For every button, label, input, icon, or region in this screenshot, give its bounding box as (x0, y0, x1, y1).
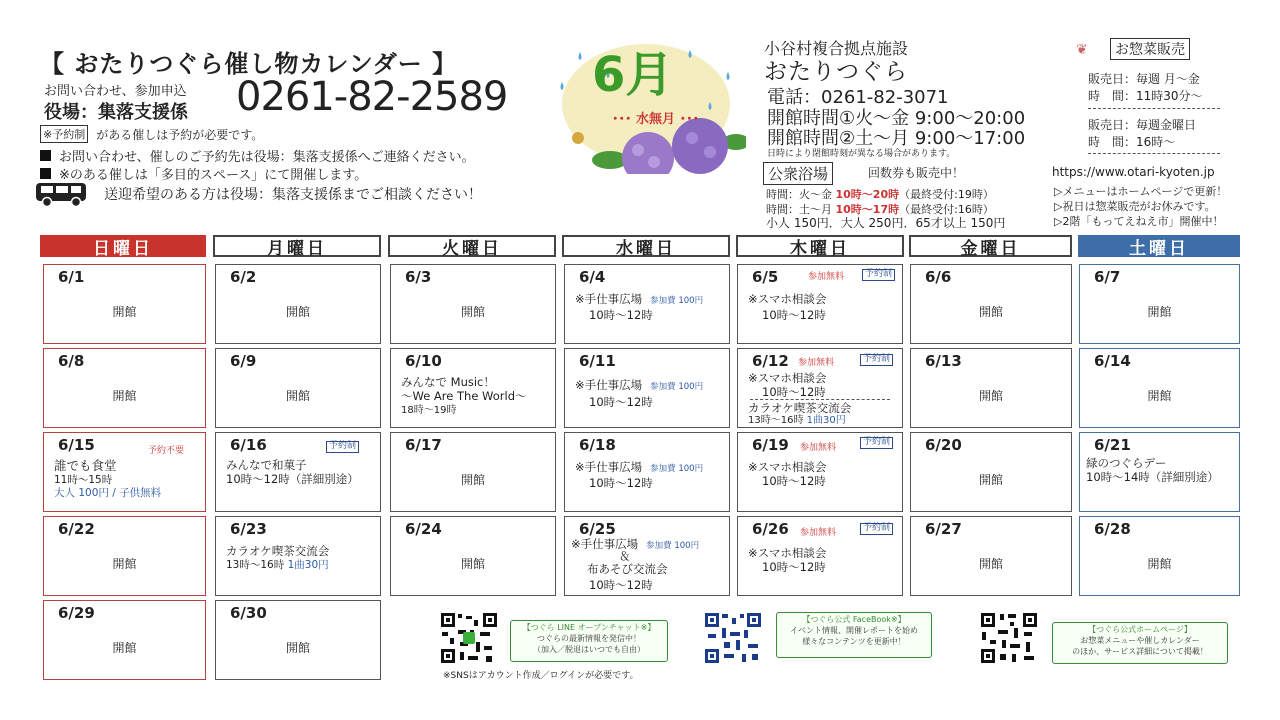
weekday-thursday: 木曜日 (736, 235, 904, 257)
open-label: 開館 (112, 305, 137, 319)
divider (750, 399, 890, 400)
event-name: ※スマホ相談会 (748, 546, 827, 560)
free-label: 参加無料 (800, 443, 837, 453)
day-date: 6/15 (58, 436, 95, 454)
event-time: 10時～12時 (589, 395, 653, 409)
day-cell (737, 264, 903, 344)
event-subtitle: ～We Are The World～ (401, 389, 527, 403)
open-label: 開館 (460, 557, 485, 571)
event-name: 緑のつぐらデー (1086, 456, 1167, 470)
deli-time-2: 時 間：16時～ (1088, 135, 1176, 149)
event-time (748, 415, 846, 427)
day-date: 6/7 (1094, 268, 1121, 286)
day-date: 6/18 (579, 436, 616, 454)
line-banner-text: （加入／脱退はいつでも自由） (533, 644, 645, 654)
info-holiday: ▷祝日は惣菜販売がお休みです。 (1054, 200, 1216, 213)
transport-note (34, 180, 482, 208)
homepage-qr-code[interactable] (980, 612, 1038, 664)
office-name: 役場：集落支援係 (44, 102, 188, 123)
facility-type: 小谷村複合拠点施設 (764, 39, 909, 58)
bath-tag: 公衆浴場 (763, 162, 833, 185)
weekday-wednesday: 水曜日 (562, 235, 730, 257)
event-time: 10時～12時（詳細別途） (226, 472, 359, 486)
day-cell (910, 516, 1072, 596)
bath-ticket: 回数券も販売中！ (868, 166, 965, 180)
event-name: ※スマホ相談会 (748, 371, 827, 385)
homepage-banner-title: 【つぐら公式ホームページ】 (1088, 625, 1192, 634)
day-date: 6/14 (1094, 352, 1131, 370)
reservation-note (40, 125, 263, 143)
event-time: 18時～19時 (401, 405, 457, 416)
bath-hours-time: 10時～17時 (835, 203, 900, 216)
open-label: 開館 (978, 389, 1003, 403)
day-cell (215, 516, 381, 596)
day-cell (737, 348, 903, 428)
day-cell (910, 264, 1072, 344)
open-label: 開館 (978, 557, 1003, 571)
note-contact (40, 146, 475, 165)
day-cell (910, 432, 1072, 512)
facebook-banner-text: 様々なコンテンツを更新中！ (802, 636, 906, 646)
bath-price: 小人 150円．大人 250円．65才以上 150円 (766, 216, 1006, 230)
event-name: カラオケ喫茶交流会 (748, 401, 852, 415)
bath-last-entry: （最終受付:16時） (899, 203, 994, 216)
bath-hours-label: 時間：土～月 (766, 203, 836, 216)
open-label: 開館 (112, 641, 137, 655)
reservation-badge: 予約制 (860, 437, 893, 449)
event-name: ※手仕事広場 (575, 378, 643, 392)
event-time: 10時～12時 (762, 560, 826, 574)
weekday-saturday: 土曜日 (1078, 235, 1240, 257)
hours-weekend: 開館時間②土～月 9:00～17:00 (767, 128, 1026, 149)
fee-label: 1曲30円 (806, 415, 846, 426)
event-time: 10時～12時 (762, 474, 826, 488)
day-date: 6/2 (230, 268, 257, 286)
office-phone: 0261-82-2589 (236, 74, 508, 120)
note-venue-text: ※のある催しは「多目的スペース」にて開催します。 (59, 168, 368, 183)
facebook-banner-title: 【つぐら公式 FaceBook※】 (802, 615, 906, 624)
hours-weekday: 開館時間①火～金 9:00～20:00 (767, 108, 1026, 129)
event-time: 10時～12時 (589, 308, 653, 322)
free-label: 参加無料 (800, 528, 837, 538)
day-date: 6/11 (579, 352, 616, 370)
day-date: 6/22 (58, 520, 95, 538)
event-time (226, 559, 329, 571)
day-date: 6/12 (752, 352, 789, 370)
bath-hours-time: 10時～20時 (835, 188, 900, 201)
day-cell (43, 264, 206, 344)
reservation-badge: 予約制 (862, 269, 895, 281)
event-time-text: 13時～16時 (748, 415, 804, 426)
event-title (575, 293, 703, 307)
day-cell (43, 348, 206, 428)
event-time-text: 13時～16時 (226, 559, 285, 571)
event-title (575, 461, 703, 475)
open-label: 開館 (112, 389, 137, 403)
day-date: 6/24 (405, 520, 442, 538)
event-name: みんなで和菓子 (226, 458, 307, 472)
day-date: 6/10 (405, 352, 442, 370)
line-qr-code[interactable] (440, 612, 498, 664)
weekday-friday: 金曜日 (909, 235, 1072, 257)
day-date: 6/17 (405, 436, 442, 454)
day-cell (564, 348, 730, 428)
open-label: 開館 (978, 305, 1003, 319)
day-date: 6/4 (579, 268, 606, 286)
facility-name: おたりつぐら (764, 59, 908, 85)
homepage-banner-text: お惣菜メニューや催しカレンダー (1080, 635, 1200, 645)
event-name: みんなで Music！ (401, 375, 495, 389)
month-label: 6月 (592, 47, 674, 103)
day-date: 6/16 (230, 436, 267, 454)
day-cell (215, 432, 381, 512)
no-reservation-label: 予約不要 (148, 446, 185, 456)
sns-note: ※SNSはアカウント作成／ログインが必要です。 (443, 671, 639, 681)
event-time: 10時～12時 (762, 385, 826, 399)
day-cell (215, 348, 381, 428)
hours-note: 日時により閉館時刻が異なる場合があります。 (767, 149, 956, 159)
day-date: 6/30 (230, 604, 267, 622)
month-name: ･･･ 水無月 ･･･ (612, 112, 700, 127)
event-time: 10時～14時（詳細別途） (1086, 470, 1219, 484)
line-banner (510, 620, 668, 662)
facility-phone: 電話：0261-82-3071 (767, 87, 949, 108)
day-cell (215, 600, 381, 680)
open-label: 開館 (1147, 389, 1172, 403)
event-name: ※手仕事広場 (575, 460, 643, 474)
free-label: 参加無料 (798, 358, 835, 368)
open-label: 開館 (1147, 557, 1172, 571)
day-date: 6/27 (925, 520, 962, 538)
info-market: ▷2階「もってえねえ市」開催中！ (1054, 215, 1224, 228)
day-date: 6/1 (58, 268, 85, 286)
open-label: 開館 (285, 641, 310, 655)
line-banner-text: つぐらの最新情報を発信中！ (537, 633, 641, 643)
deli-tag: お惣菜販売 (1110, 38, 1190, 60)
day-cell (1079, 516, 1240, 596)
day-date: 6/5 (752, 268, 779, 286)
facebook-qr-code[interactable] (704, 612, 762, 664)
calendar-title: 【 おたりつぐら催し物カレンダー 】 (40, 50, 458, 78)
day-cell (1079, 264, 1240, 344)
event-connector: ＆ (619, 549, 631, 563)
day-cell (564, 516, 730, 596)
open-label: 開館 (112, 557, 137, 571)
day-cell (43, 432, 206, 512)
day-date: 6/21 (1094, 436, 1131, 454)
open-label: 開館 (285, 389, 310, 403)
homepage-banner (1052, 622, 1228, 664)
free-label: 参加無料 (808, 272, 845, 282)
weekday-sunday: 日曜日 (40, 235, 206, 257)
day-cell (910, 348, 1072, 428)
facebook-banner (776, 612, 932, 658)
day-cell (1079, 432, 1240, 512)
fee-label: 大人 100円 / 子供無料 (54, 487, 162, 499)
day-date: 6/29 (58, 604, 95, 622)
event-name: ※手仕事広場 (575, 292, 643, 306)
note-contact-text: お問い合わせ、催しのご予約先は役場：集落支援係へご連絡ください。 (59, 150, 475, 165)
day-date: 6/26 (752, 520, 789, 538)
day-date: 6/3 (405, 268, 432, 286)
day-date: 6/25 (579, 520, 616, 538)
transport-text: 送迎希望のある方は役場：集落支援係までご相談ください！ (104, 187, 482, 203)
day-date: 6/13 (925, 352, 962, 370)
reservation-note-text: がある催しは予約が必要です。 (96, 127, 264, 142)
month-name-text: 水無月 (636, 112, 676, 127)
day-cell (390, 432, 556, 512)
day-cell (43, 600, 206, 680)
line-banner-title: 【つぐら LINE オープンチャット※】 (522, 623, 656, 632)
van-icon (34, 180, 90, 208)
facebook-banner-text: イベント情報、開催レポートを始め (790, 625, 918, 635)
event-time: 10時～12時 (589, 578, 653, 592)
event-name: 誰でも食堂 (54, 458, 117, 473)
day-cell (215, 264, 381, 344)
open-label: 開館 (285, 305, 310, 319)
reservation-badge: 予約制 (860, 523, 893, 535)
day-cell (43, 516, 206, 596)
divider (1088, 108, 1220, 109)
day-cell (390, 264, 556, 344)
event-name: ※スマホ相談会 (748, 460, 827, 474)
fee-label: 参加費 100円 (646, 541, 700, 551)
open-label: 開館 (1147, 305, 1172, 319)
day-date: 6/28 (1094, 520, 1131, 538)
divider (1088, 153, 1220, 154)
fee-label: 1曲30円 (287, 559, 329, 571)
leaf-icon: ❦ (1076, 42, 1088, 58)
day-cell (390, 348, 556, 428)
reservation-badge: 予約制 (860, 354, 893, 366)
weekday-monday: 月曜日 (213, 235, 381, 257)
event-name: ※スマホ相談会 (748, 292, 827, 306)
event-title (575, 379, 703, 393)
website-url[interactable]: https://www.otari-kyoten.jp (1052, 165, 1215, 179)
event-title (571, 538, 699, 552)
day-cell (737, 432, 903, 512)
fee-label: 参加費 100円 (650, 382, 704, 392)
event-name: 布あそび交流会 (587, 562, 668, 576)
event-name: ※手仕事広場 (571, 537, 639, 551)
info-menu: ▷メニューはホームページで更新！ (1054, 185, 1228, 198)
open-label: 開館 (460, 305, 485, 319)
weekday-tuesday: 火曜日 (388, 235, 556, 257)
bath-hours-label: 時間：火～金 (766, 188, 836, 201)
day-cell (564, 432, 730, 512)
day-date: 6/6 (925, 268, 952, 286)
fee-label: 参加費 100円 (650, 464, 704, 474)
event-time: 11時～15時 (54, 474, 113, 486)
contact-label: お問い合わせ、参加申込 (44, 84, 187, 99)
event-time: 10時～12時 (762, 308, 826, 322)
reservation-tag: ※予約制 (40, 125, 88, 143)
day-date: 6/8 (58, 352, 85, 370)
bath-last-entry: （最終受付:19時） (899, 188, 994, 201)
day-date: 6/19 (752, 436, 789, 454)
day-date: 6/23 (230, 520, 267, 538)
day-date: 6/20 (925, 436, 962, 454)
fee-label: 参加費 100円 (650, 296, 704, 306)
day-date: 6/9 (230, 352, 257, 370)
deli-day-1: 販売日：毎週 月～金 (1088, 72, 1200, 86)
day-cell (1079, 348, 1240, 428)
bath-hours-weekday (766, 186, 994, 202)
event-time: 10時～12時 (589, 476, 653, 490)
open-label: 開館 (978, 473, 1003, 487)
day-cell (564, 264, 730, 344)
reservation-badge: 予約制 (326, 441, 359, 453)
bullet-square-icon (40, 150, 51, 161)
event-name: カラオケ喫茶交流会 (226, 544, 330, 558)
day-cell (390, 516, 556, 596)
bullet-square-icon (40, 168, 51, 179)
homepage-banner-text: のほか、サービス詳細について掲載！ (1072, 646, 1208, 656)
deli-time-1: 時 間：11時30分～ (1088, 89, 1203, 103)
deli-day-2: 販売日：毎週金曜日 (1088, 118, 1197, 132)
open-label: 開館 (460, 473, 485, 487)
day-cell (737, 516, 903, 596)
